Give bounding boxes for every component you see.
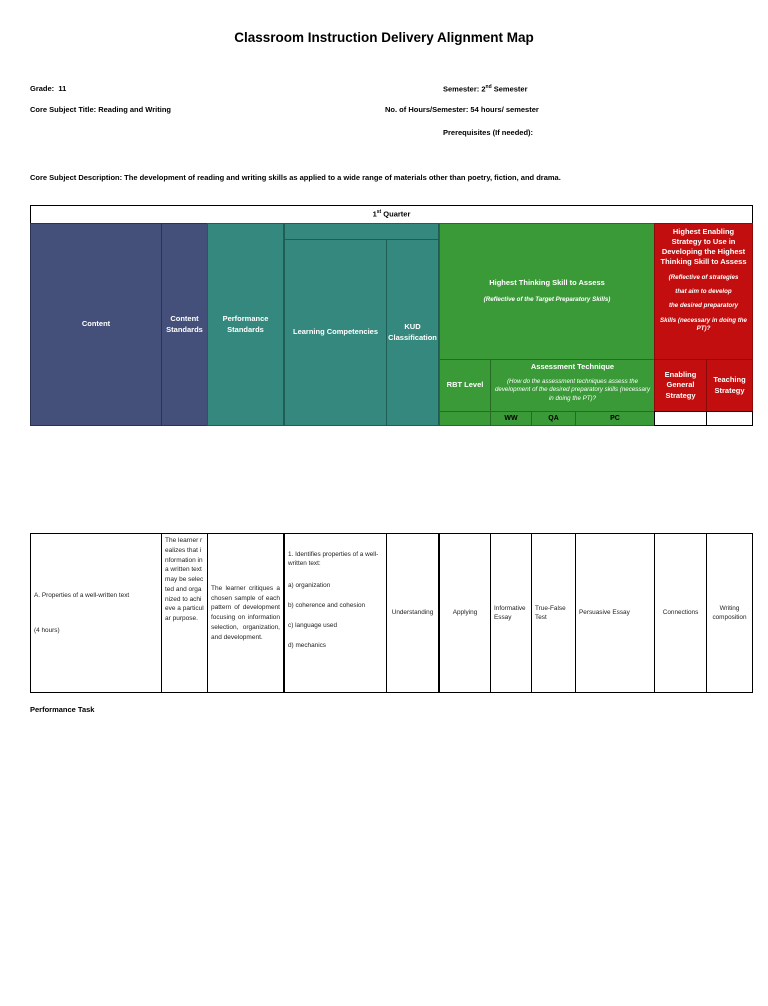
row-hours: (4 hours): [34, 627, 60, 634]
performance-task-label: Performance Task: [30, 705, 95, 714]
lc-organization: a) organization: [288, 581, 331, 589]
enabling-sub-1: (Reflective of strategies: [668, 273, 739, 281]
lc-coherence: b) coherence and cohesion: [288, 601, 366, 609]
semester-label: Semester: 2: [443, 84, 486, 94]
core-subject-description: Core Subject Description: The development of reading and writing skills as applied to a wide range of materials other than poetry, fiction, and drama.: [30, 173, 561, 182]
hours-line: No. of Hours/Semester: 54 hours/ semester: [385, 105, 539, 114]
lc-intro: 1. Identifies properties of a well-written text:: [288, 551, 379, 568]
header-content: Content: [30, 223, 162, 426]
header-teaching-blank: [706, 411, 753, 426]
quarter-sup: st: [376, 209, 382, 216]
header-teaching-strategy: Teaching Strategy: [706, 359, 753, 412]
row-performance-standard: The learner critiques a chosen sample of each pattern of development focusing on information selection, organization, and development.: [207, 533, 284, 693]
row-rbt: Applying: [439, 533, 491, 693]
header-kud-classification: KUD Classification: [386, 239, 439, 426]
header-content-standards: Content Standards: [161, 223, 208, 426]
header-enabling-general: Enabling General Strategy: [654, 359, 707, 412]
row-learning-competencies: [284, 533, 387, 693]
header-ww: WW: [490, 411, 532, 426]
enabling-title: Highest Enabling Strategy to Use in Developing the Highest Thinking Skill to Assess: [660, 227, 747, 267]
lc-mechanics: d) mechanics: [288, 642, 327, 650]
row-ww: Informative Essay: [490, 533, 532, 693]
quarter-num: 1: [372, 209, 377, 219]
grade-label: Grade:: [30, 84, 55, 93]
header-rbt-level: RBT Level: [439, 359, 491, 412]
row-content-standard: The learner realizes that information in a written text may be selected and organized to achieve a particular purpose.: [161, 533, 208, 693]
semester-line: [443, 84, 528, 94]
enabling-sub-3: the desired preparatory: [668, 302, 739, 310]
quarter-header: [30, 205, 753, 224]
row-qa: True-False Test: [531, 533, 576, 693]
row-kud: Understanding: [386, 533, 439, 693]
header-blank-strip: [284, 223, 439, 240]
grade-line: [30, 84, 66, 93]
header-enabling-strategy: [654, 223, 753, 360]
row-content: [30, 533, 162, 693]
lc-language: c) language used: [288, 622, 338, 630]
prerequisites-line: Prerequisites (If needed):: [443, 128, 534, 137]
highest-thinking-sub: (Reflective of the Target Preparatory Skills): [483, 296, 611, 304]
header-rbt-blank: [439, 411, 491, 426]
row-pc: Persuasive Essay: [575, 533, 655, 693]
assessment-title: Assessment Technique: [530, 362, 615, 371]
header-assessment-technique: [490, 359, 655, 412]
quarter-rest: Quarter: [381, 209, 411, 219]
row-content-text: A. Properties of a well-written text: [34, 591, 130, 599]
core-subject-title: Core Subject Title: Reading and Writing: [30, 105, 171, 114]
page-title: Classroom Instruction Delivery Alignment Map: [234, 30, 534, 45]
header-qa: QA: [531, 411, 576, 426]
grade-value: 11: [58, 84, 67, 93]
header-pc: PC: [575, 411, 655, 426]
header-enabling-blank: [654, 411, 707, 426]
header-learning-competencies: Learning Competencies: [284, 239, 387, 426]
assessment-sub: (How do the assessment techniques assess the development of the desired preparatory skills (necessary in doing the PT)?: [494, 378, 651, 402]
row-teaching: Writing composition: [706, 533, 753, 693]
enabling-sub-4: Skills (necessary in doing the PT)?: [660, 316, 747, 332]
semester-rest: Semester: [491, 84, 528, 94]
row-enabling: Connections: [654, 533, 707, 693]
enabling-sub-2: that aim to develop: [675, 287, 732, 295]
header-performance-standards: Performance Standards: [207, 223, 284, 426]
semester-sup: nd: [485, 84, 492, 90]
highest-thinking-title: Highest Thinking Skill to Assess: [489, 278, 605, 288]
header-highest-thinking: [439, 223, 655, 360]
